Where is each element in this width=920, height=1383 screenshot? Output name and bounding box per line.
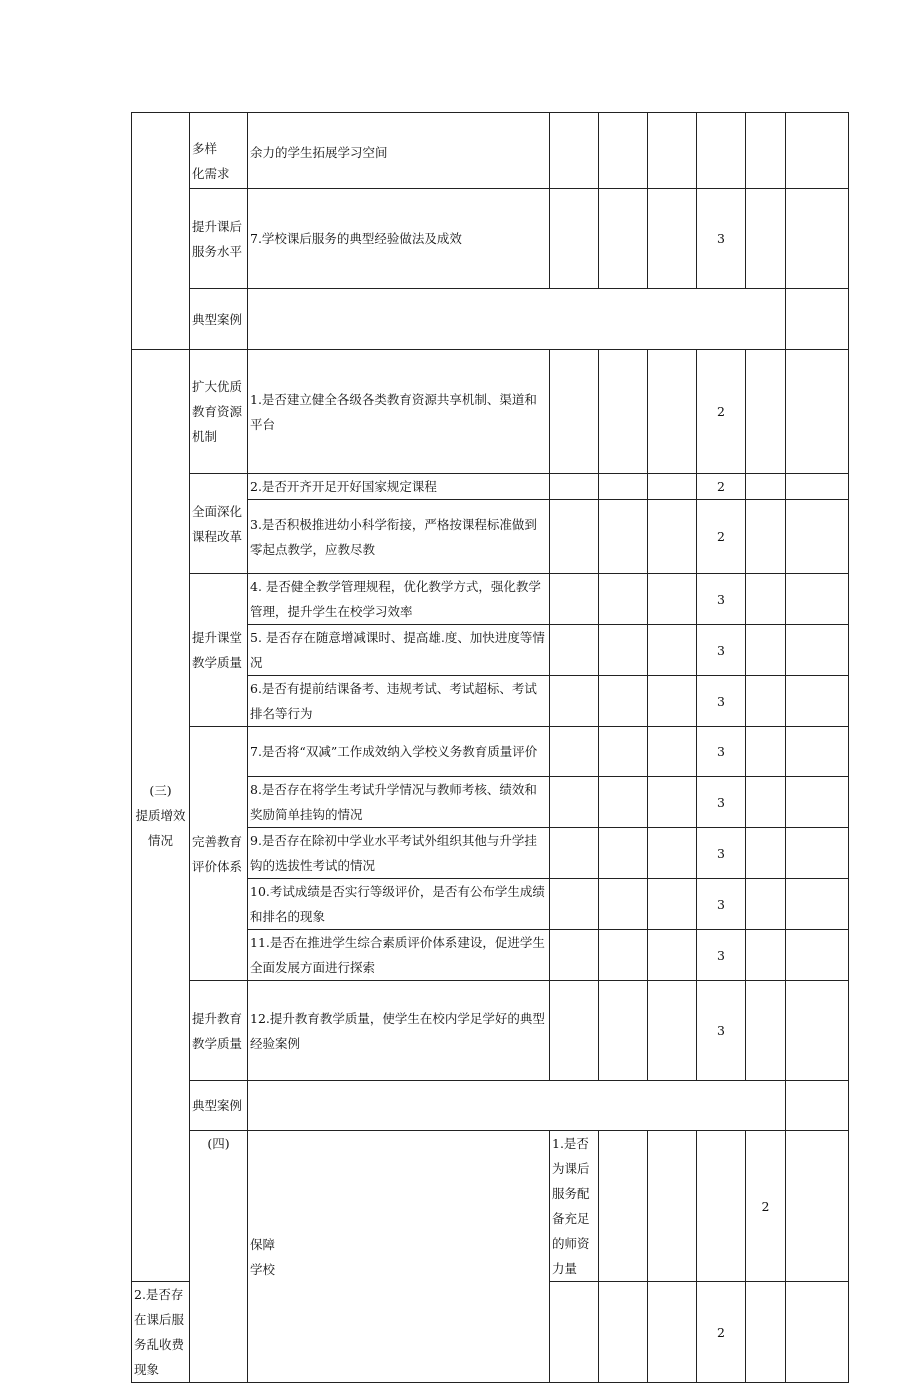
subcategory-cell	[190, 350, 248, 474]
subcategory-label: 完善教育评价体系	[192, 833, 243, 874]
score-value: 3	[717, 744, 725, 759]
blank-cell	[786, 828, 849, 879]
blank-cell	[786, 625, 849, 676]
item-text-cell	[248, 189, 550, 289]
item-text-cell	[248, 727, 550, 777]
table-row	[132, 574, 849, 625]
blank-cell	[550, 350, 599, 474]
blank-cell	[550, 879, 599, 930]
blank-cell	[786, 676, 849, 727]
score-cell	[697, 727, 746, 777]
score-value: 2	[717, 529, 725, 544]
item-text: 9.是否存在除初中学业水平考试外组织其他与升学挂钩的选拔性考试的情况	[250, 833, 537, 873]
section-title: 提质增效情况	[135, 808, 186, 848]
subcategory-label: 提升课堂教学质量	[192, 630, 243, 670]
blank-cell	[746, 189, 786, 289]
score-value: 3	[717, 693, 725, 709]
item-text-cell	[248, 676, 550, 727]
score-cell	[697, 113, 746, 189]
blank-cell	[550, 113, 599, 189]
evaluation-table	[131, 112, 849, 1383]
subcategory-label: 典型案例	[192, 1098, 243, 1113]
blank-cell	[550, 474, 599, 500]
score-cell	[697, 930, 746, 981]
blank-cell	[648, 676, 697, 727]
score-value: 3	[717, 591, 725, 607]
subcategory-cell	[190, 727, 248, 981]
score-value: 3	[717, 947, 725, 963]
item-text-cell	[248, 625, 550, 676]
blank-cell	[786, 879, 849, 930]
item-text: 12.提升教育教学质量，使学生在校内学足学好的典型经验案例	[250, 1010, 545, 1051]
item-text: 10.考试成绩是否实行等级评价，是否有公布学生成绩和排名的现象	[250, 884, 545, 924]
blank-cell	[786, 289, 849, 350]
item-text: 2.是否存在课后服务乱收费现象	[134, 1287, 185, 1377]
blank-cell	[786, 981, 849, 1081]
blank-cell	[746, 574, 786, 625]
subcategory-label: 典型案例	[192, 311, 243, 327]
subcategory-label: 多样 化需求	[192, 141, 230, 181]
item-text: 2.是否开齐开足开好国家规定课程	[250, 479, 437, 494]
subcategory-cell	[190, 981, 248, 1081]
item-text-cell	[248, 930, 550, 981]
subcategory-label: 扩大优质教育资源机制	[192, 379, 243, 444]
blank-cell	[746, 828, 786, 879]
score-value: 3	[717, 642, 725, 658]
item-text: 11.是否在推进学生综合素质评价体系建设，促进学生全面发展方面进行探索	[250, 935, 545, 975]
blank-cell	[648, 879, 697, 930]
blank-cell	[599, 625, 648, 676]
blank-cell	[599, 474, 648, 500]
blank-cell	[786, 777, 849, 828]
item-text: 5. 是否存在随意增减课时、提高雄.度、加快进度等情况	[250, 630, 545, 670]
blank-cell	[550, 828, 599, 879]
subcategory-cell	[190, 1081, 248, 1131]
blank-cell	[550, 189, 599, 289]
blank-cell	[746, 625, 786, 676]
blank-cell	[786, 930, 849, 981]
score-cell	[697, 500, 746, 574]
blank-cell	[550, 574, 599, 625]
blank-cell	[599, 500, 648, 574]
section-number: (三)	[149, 783, 172, 798]
table-row	[132, 1131, 849, 1282]
score-value: 3	[717, 794, 725, 810]
section-cell	[190, 1131, 248, 1383]
item-text-cell	[248, 474, 550, 500]
blank-cell	[599, 981, 648, 1081]
score-cell	[697, 350, 746, 474]
blank-cell	[786, 574, 849, 625]
table-row	[132, 113, 849, 189]
subcategory-cell	[190, 113, 248, 189]
subcategory-cell	[248, 1131, 550, 1383]
score-value: 2	[717, 1324, 725, 1340]
subcategory-label: 全面深化课程改革	[192, 503, 243, 544]
item-text: 7.是否将“双减”工作成效纳入学校义务教育质量评价	[250, 744, 538, 759]
case-cell	[248, 289, 786, 350]
item-text: 3.是否积极推进幼小科学衔接，严格按课程标准做到零起点教学，应教尽教	[250, 516, 537, 557]
item-text: 1.是否为课后服务配备充足的师资力量	[552, 1136, 590, 1276]
blank-cell	[786, 113, 849, 189]
blank-cell	[746, 981, 786, 1081]
subcategory-cell	[190, 189, 248, 289]
blank-cell	[550, 676, 599, 727]
blank-cell	[786, 1131, 849, 1282]
table-row	[132, 1081, 849, 1131]
item-text-cell	[248, 113, 550, 189]
blank-cell	[746, 1282, 786, 1383]
blank-cell	[746, 500, 786, 574]
score-cell	[697, 574, 746, 625]
blank-cell	[648, 189, 697, 289]
subcategory-cell	[190, 574, 248, 727]
subcategory-label: 保障 学校	[250, 1236, 276, 1277]
blank-cell	[648, 625, 697, 676]
score-cell	[697, 474, 746, 500]
subcategory-label: 提升教育教学质量	[192, 1010, 243, 1051]
blank-cell	[786, 189, 849, 289]
section-cell-empty	[132, 113, 190, 350]
item-text: 8.是否存在将学生考试升学情况与教师考核、绩效和奖励简单挂钩的情况	[250, 782, 537, 822]
blank-cell	[599, 113, 648, 189]
item-text-cell	[132, 1282, 190, 1383]
score-value: 3	[717, 231, 725, 246]
blank-cell	[599, 1131, 648, 1282]
blank-cell	[648, 930, 697, 981]
blank-cell	[786, 500, 849, 574]
item-text: 4. 是否健全教学管理规程，优化教学方式，强化教学管理，提升学生在校学习效率	[250, 579, 541, 619]
table-row	[132, 981, 849, 1081]
score-cell	[697, 981, 746, 1081]
item-text-cell	[248, 879, 550, 930]
score-value: 2	[717, 404, 725, 419]
item-text-cell	[248, 350, 550, 474]
blank-cell	[550, 930, 599, 981]
blank-cell	[746, 727, 786, 777]
blank-cell	[599, 574, 648, 625]
blank-cell	[550, 727, 599, 777]
blank-cell	[550, 1282, 599, 1383]
blank-cell	[648, 777, 697, 828]
subcategory-cell	[190, 289, 248, 350]
item-text-cell	[248, 777, 550, 828]
score-value: 3	[717, 845, 725, 861]
blank-cell	[599, 1282, 648, 1383]
item-text-cell	[550, 1131, 599, 1282]
score-value: 3	[717, 896, 725, 912]
blank-cell	[599, 727, 648, 777]
blank-cell	[786, 1081, 849, 1131]
table-row	[132, 350, 849, 474]
blank-cell	[599, 676, 648, 727]
blank-cell	[599, 930, 648, 981]
table-row	[132, 189, 849, 289]
blank-cell	[599, 189, 648, 289]
blank-cell	[550, 777, 599, 828]
case-cell	[248, 1081, 786, 1131]
blank-cell	[648, 474, 697, 500]
blank-cell	[746, 350, 786, 474]
blank-cell	[648, 500, 697, 574]
blank-cell	[746, 474, 786, 500]
blank-cell	[599, 777, 648, 828]
blank-cell	[786, 474, 849, 500]
item-text-cell	[248, 828, 550, 879]
blank-cell	[786, 727, 849, 777]
item-text: 6.是否有提前结课备考、违规考试、考试超标、考试排名等行为	[250, 681, 537, 721]
subcategory-cell	[190, 474, 248, 574]
blank-cell	[786, 350, 849, 474]
blank-cell	[648, 1282, 697, 1383]
item-text: 7.学校课后服务的典型经验做法及成效	[250, 231, 462, 246]
blank-cell	[648, 574, 697, 625]
score-value: 2	[761, 1198, 770, 1214]
section-number: (四)	[207, 1136, 230, 1151]
blank-cell	[599, 879, 648, 930]
table-row	[132, 289, 849, 350]
blank-cell	[746, 930, 786, 981]
blank-cell	[648, 113, 697, 189]
item-text-cell	[248, 574, 550, 625]
blank-cell	[599, 350, 648, 474]
blank-cell	[599, 828, 648, 879]
blank-cell	[746, 777, 786, 828]
score-cell	[697, 676, 746, 727]
blank-cell	[550, 981, 599, 1081]
score-cell	[697, 777, 746, 828]
score-cell	[697, 189, 746, 289]
blank-cell	[648, 981, 697, 1081]
score-cell	[697, 1282, 746, 1383]
item-text: 1.是否建立健全各级各类教育资源共享机制、渠道和平台	[250, 391, 537, 432]
subcategory-label: 提升课后服务水平	[192, 218, 243, 259]
blank-cell	[648, 727, 697, 777]
blank-cell	[746, 113, 786, 189]
table-row	[132, 474, 849, 500]
blank-cell	[648, 828, 697, 879]
table-row	[132, 727, 849, 777]
score-value: 2	[717, 479, 725, 494]
score-cell	[697, 828, 746, 879]
blank-cell	[550, 625, 599, 676]
blank-cell	[746, 879, 786, 930]
blank-cell	[648, 350, 697, 474]
blank-cell	[697, 1131, 746, 1282]
item-text-cell	[248, 981, 550, 1081]
score-cell	[697, 625, 746, 676]
score-value: 3	[717, 1023, 725, 1038]
score-cell	[697, 879, 746, 930]
item-text: 余力的学生拓展学习空间	[250, 145, 388, 160]
blank-cell	[746, 676, 786, 727]
section-cell	[132, 350, 190, 1282]
blank-cell	[786, 1282, 849, 1383]
item-text-cell	[248, 500, 550, 574]
blank-cell	[550, 500, 599, 574]
blank-cell	[648, 1131, 697, 1282]
score-cell	[746, 1131, 786, 1282]
